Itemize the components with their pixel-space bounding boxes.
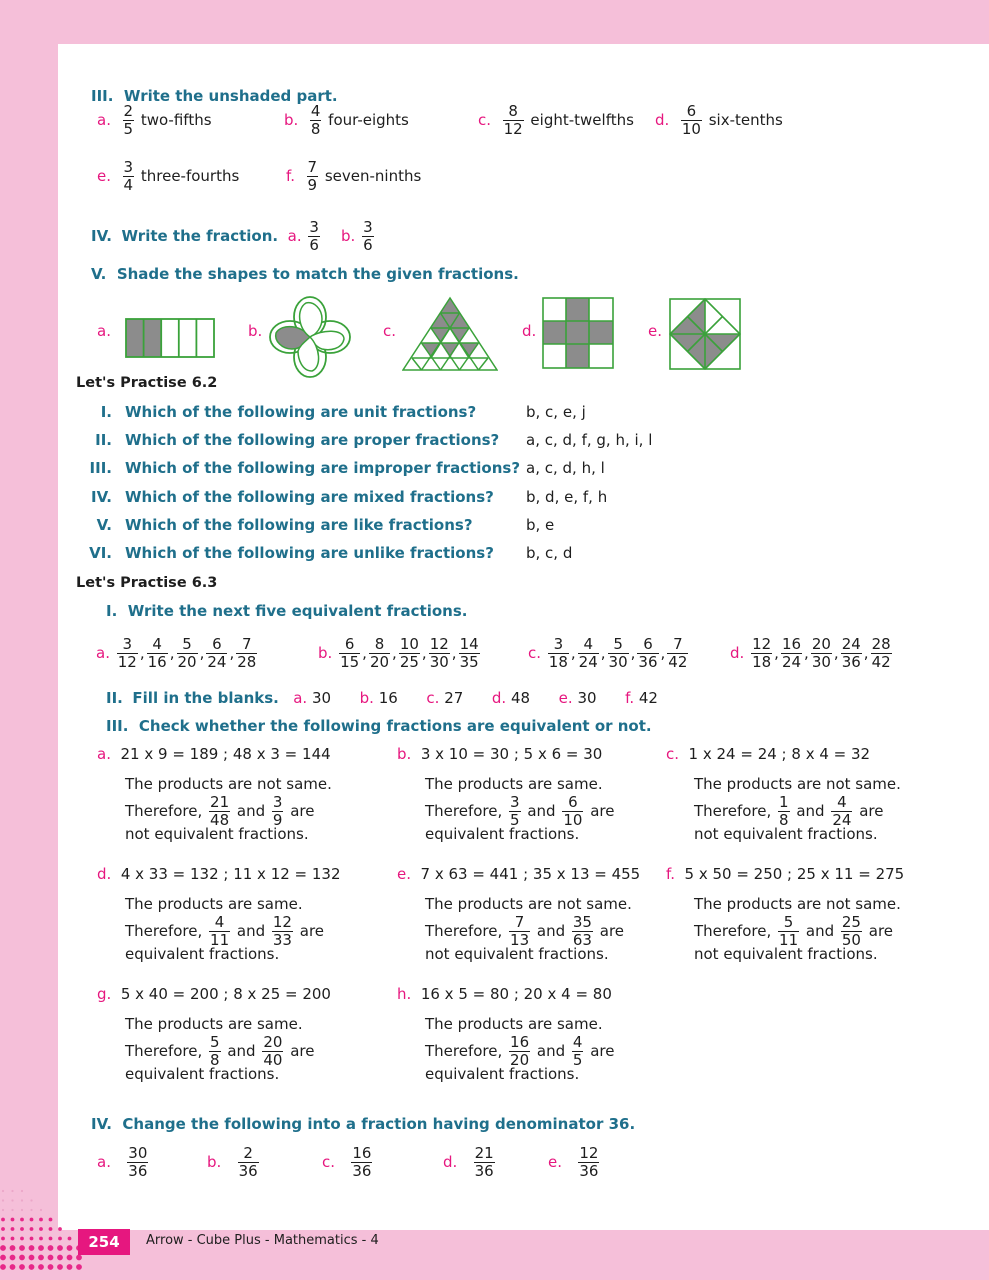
denominator-answer: a. $\frac{30}{36}$ [97,1144,148,1180]
check-calc: g. 5 x 40 = 200 ; 8 x 25 = 200 [97,985,331,1003]
check-calc: f. 5 x 50 = 250 ; 25 x 11 = 275 [666,865,905,883]
check-result: The products are same. [425,1015,603,1033]
check-result: The products are not same. [694,775,901,793]
fraction: $\frac{16}{36}$ [352,1144,372,1180]
fraction: $\frac{4}{24}$ [832,793,852,829]
fraction: $\frac{3}{6}$ [363,218,373,254]
fraction: $\frac{12}{36}$ [579,1144,599,1180]
blank-answer: 30 [572,689,597,707]
equivalent-group: a. $\frac{3}{12}$ , $\frac{4}{16}$ , $\frac{5}{20}$ , $\frac{6}{24}$ , $\frac{7}{28}$ [96,635,257,671]
check-therefore: Therefore, $\frac{1}{8}$ and $\frac{4}{24}$ are [694,793,884,829]
check-therefore: Therefore, $\frac{5}{11}$ and $\frac{25}{50}$ are [694,913,894,949]
fraction: $\frac{6}{36}$ [638,635,658,671]
shape-triangle-grid [402,296,498,372]
denominator-answer: d. $\frac{21}{36}$ [443,1144,494,1180]
fraction: $\frac{4}{8}$ [310,102,321,138]
check-conclusion: equivalent fractions. [125,945,280,963]
fraction: $\frac{4}{24}$ [578,635,598,671]
check-therefore: Therefore, $\frac{3}{5}$ and $\frac{6}{10}$ are [425,793,615,829]
fraction: $\frac{5}{30}$ [608,635,628,671]
answer-text: b, e [526,515,555,534]
section-V-heading: V. Shade the shapes to match the given fractions. [91,265,519,283]
check-conclusion: not equivalent fractions. [125,825,309,843]
check-conclusion: not equivalent fractions. [425,945,609,963]
check-therefore: Therefore, $\frac{7}{13}$ and $\frac{35}{63}$ are [425,913,625,949]
practise-6-3-III-heading: III. Check whether the following fractions are equivalent or not. [106,717,652,735]
practise-6-3-title: Let's Practise 6.3 [76,575,218,591]
equivalent-group: c. $\frac{3}{18}$ , $\frac{4}{24}$ , $\frac{5}{30}$ , $\frac{6}{36}$ , $\frac{7}{42}$ [528,635,688,671]
fraction: $\frac{20}{40}$ [263,1033,283,1069]
unshaded-item: e. $\frac{3}{4}$ three-fourths [97,158,240,194]
check-result: The products are not same. [425,895,632,913]
fraction: $\frac{21}{36}$ [474,1144,494,1180]
fraction: $\frac{16}{24}$ [781,635,802,671]
fraction: $\frac{8}{20}$ [369,635,390,671]
shape-label-a: a. [97,322,111,340]
answer-text: a, c, d, h, l [526,459,605,478]
fraction: $\frac{4}{11}$ [210,913,230,949]
denominator-answer: c. $\frac{16}{36}$ [322,1144,372,1180]
question-number: I. [100,403,112,421]
check-calc: d. 4 x 33 = 132 ; 11 x 12 = 132 [97,865,341,883]
fraction: $\frac{4}{5}$ [572,1033,583,1069]
fraction: $\frac{12}{30}$ [429,635,449,671]
blank-answer: 30 [307,689,332,707]
fraction: $\frac{25}{50}$ [841,913,861,949]
check-conclusion: equivalent fractions. [425,1065,580,1083]
fraction: $\frac{8}{12}$ [503,102,523,138]
answer-text: b, d, e, f, h [526,487,608,506]
check-therefore: Therefore, $\frac{16}{20}$ and $\frac{4}{5}$ are [425,1033,615,1069]
check-calc: a. 21 x 9 = 189 ; 48 x 3 = 144 [97,745,331,763]
practise-6-3-I-heading: I. Write the next five equivalent fractions. [106,602,468,620]
check-therefore: Therefore, $\frac{21}{48}$ and $\frac{3}{9}$ are [125,793,315,829]
fraction: $\frac{14}{35}$ [459,635,479,671]
check-therefore: Therefore, $\frac{5}{8}$ and $\frac{20}{40}$ are [125,1033,315,1069]
blank-answer: 48 [506,689,531,707]
question-text: Which of the following are proper fractions? [125,431,500,450]
fraction: $\frac{20}{30}$ [811,635,831,671]
footer-title: Arrow - Cube Plus - Mathematics - 4 [146,1233,379,1248]
question-text: Which of the following are improper fractions? [125,459,521,478]
page-number: 254 [78,1229,130,1255]
check-result: The products are same. [425,775,603,793]
check-calc: e. 7 x 63 = 441 ; 35 x 13 = 455 [397,865,641,883]
fraction: $\frac{24}{36}$ [841,635,861,671]
denominator-answer: e. $\frac{12}{36}$ [548,1144,599,1180]
fraction: $\frac{6}{15}$ [340,635,360,671]
fraction: $\frac{3}{6}$ [309,218,319,254]
fraction: $\frac{1}{8}$ [779,793,789,829]
check-result: The products are not same. [694,895,901,913]
shape-label-e: e. [648,322,662,340]
question-text: Which of the following are unit fractions? [125,403,477,421]
section-III-heading: III. Write the unshaded part. [91,87,338,105]
fraction: $\frac{5}{11}$ [779,913,799,949]
fraction: $\frac{4}{16}$ [147,635,167,671]
fraction: $\frac{16}{20}$ [510,1033,530,1069]
shape-grid-cross [542,297,614,369]
shape-flower-quarters [268,295,352,379]
unshaded-item: c. $\frac{8}{12}$ eight-twelfths [478,102,634,138]
shape-label-d: d. [522,322,537,340]
check-result: The products are same. [125,895,303,913]
fraction: $\frac{7}{9}$ [307,158,318,194]
fraction: $\frac{2}{36}$ [238,1144,258,1180]
unshaded-item: f. $\frac{7}{9}$ seven-ninths [286,158,422,194]
fraction: $\frac{12}{33}$ [272,913,292,949]
blank-answer: 27 [439,689,464,707]
shape-label-b: b. [248,322,263,340]
question-number: VI. [89,544,112,562]
fraction: $\frac{6}{24}$ [207,635,227,671]
blank-answer: 42 [634,689,658,707]
answer-text: b, c, d [526,544,573,562]
practise-6-2-title: Let's Practise 6.2 [76,375,218,391]
shape-square-diamond [669,298,741,370]
answer-text: b, c, e, j [526,403,586,421]
equivalent-group: d. $\frac{12}{18}$ , $\frac{16}{24}$ , $\frac{20}{30}$ , $\frac{24}{36}$ , $\frac{28}{42}$ [730,635,891,671]
question-number: III. [89,459,112,478]
check-conclusion: equivalent fractions. [425,825,580,843]
fraction: $\frac{35}{63}$ [572,913,592,949]
fraction: $\frac{6}{10}$ [681,102,701,138]
shape-rectangle-fifths [125,318,215,358]
answer-text: a, c, d, f, g, h, i, l [526,431,653,450]
fraction: $\frac{7}{13}$ [510,913,530,949]
blank-answer: 16 [373,689,398,707]
practise-6-3-II: II. Fill in the blanks. a. 30 b. 16 c. 27 d. 48 e. 30 f. 42 [106,689,658,707]
practise-6-3-IV-heading: IV. Change the following into a fraction having denominator 36. [91,1115,636,1133]
question-text: Which of the following are unlike fractions? [125,544,494,562]
question-text: Which of the following are like fractions? [125,515,473,534]
question-text: Which of the following are mixed fractions? [125,487,494,506]
check-result: The products are not same. [125,775,332,793]
fraction: $\frac{30}{36}$ [128,1144,148,1180]
fraction: $\frac{21}{48}$ [210,793,230,829]
fraction: $\frac{28}{42}$ [871,635,891,671]
fraction: $\frac{3}{9}$ [272,793,283,829]
unshaded-item: a. $\frac{2}{5}$ two-fifths [97,102,212,138]
check-calc: h. 16 x 5 = 80 ; 20 x 4 = 80 [397,985,612,1003]
check-conclusion: not equivalent fractions. [694,825,878,843]
denominator-answer: b. $\frac{2}{36}$ [207,1144,258,1180]
fraction: $\frac{3}{5}$ [510,793,520,829]
fraction: $\frac{12}{18}$ [752,635,772,671]
fraction: $\frac{5}{8}$ [210,1033,220,1069]
question-number: II. [95,431,112,450]
check-therefore: Therefore, $\frac{4}{11}$ and $\frac{12}{33}$ are [125,913,325,949]
fraction: $\frac{5}{20}$ [177,635,197,671]
check-calc: b. 3 x 10 = 30 ; 5 x 6 = 30 [397,745,603,763]
fraction: $\frac{2}{5}$ [123,102,134,138]
fraction: $\frac{7}{28}$ [237,635,257,671]
equivalent-group: b. $\frac{6}{15}$ , $\frac{8}{20}$ , $\frac{10}{25}$ , $\frac{12}{30}$ , $\frac{14}{35}$ [318,635,479,671]
check-result: The products are same. [125,1015,303,1033]
question-number: V. [96,515,112,534]
check-calc: c. 1 x 24 = 24 ; 8 x 4 = 32 [666,745,871,763]
fraction: $\frac{10}{25}$ [399,635,419,671]
shape-label-c: c. [383,322,397,340]
fraction: $\frac{6}{10}$ [563,793,583,829]
unshaded-item: d. $\frac{6}{10}$ six-tenths [655,102,783,138]
check-conclusion: equivalent fractions. [125,1065,280,1083]
section-IV-heading: IV. Write the fraction. a. $\frac{3}{6}$ b. $\frac{3}{6}$ [91,218,373,254]
fraction: $\frac{3}{18}$ [548,635,568,671]
fraction: $\frac{7}{42}$ [668,635,688,671]
check-conclusion: not equivalent fractions. [694,945,878,963]
fraction: $\frac{3}{4}$ [123,158,134,194]
question-number: IV. [91,487,112,506]
fraction: $\frac{3}{12}$ [117,635,137,671]
unshaded-item: b. $\frac{4}{8}$ four-eights [284,102,409,138]
